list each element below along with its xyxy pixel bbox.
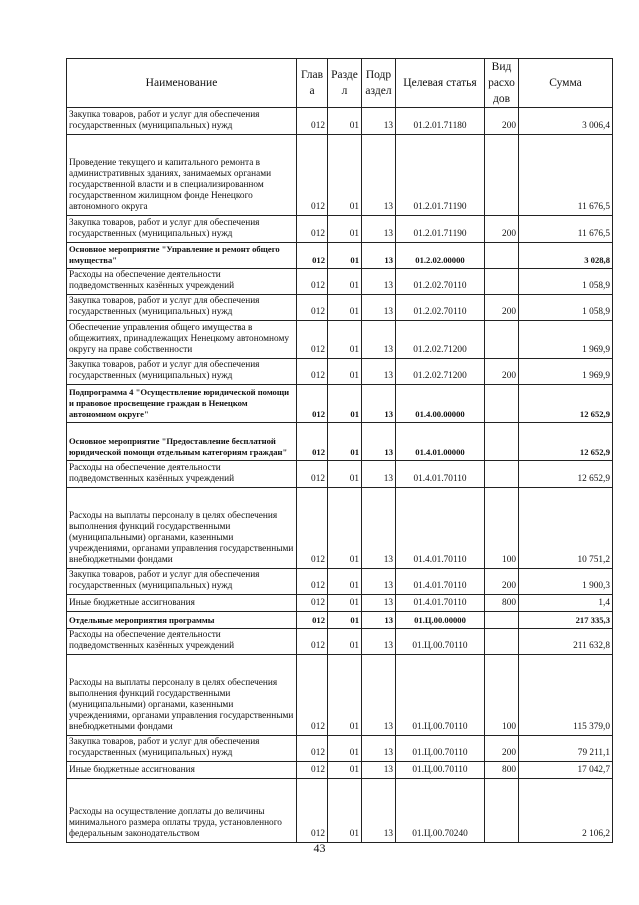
cell-target: 01.2.02.00000 xyxy=(396,243,485,269)
table-row xyxy=(67,655,613,736)
table-body xyxy=(67,108,613,843)
cell-sum: 1,4 xyxy=(519,595,613,612)
cell-vid: 800 xyxy=(485,762,519,779)
cell-vid xyxy=(485,269,519,295)
table-row xyxy=(67,612,613,629)
cell-vid xyxy=(485,779,519,843)
cell-name: Закупка товаров, работ и услуг для обеспечения государственных (муниципальных) нужд xyxy=(67,216,297,243)
cell-sum: 12 652,9 xyxy=(519,461,613,488)
cell-sum: 211 632,8 xyxy=(519,629,613,655)
cell-podrazdel: 13 xyxy=(362,779,396,843)
cell-name: Расходы на выплаты персоналу в целях обеспечения выполнения функций государственными (муниципальными) органами, казенными учреждениями, органами управления государственными внебюджетными фондами xyxy=(67,655,297,736)
table-row xyxy=(67,736,613,762)
cell-podrazdel: 13 xyxy=(362,488,396,569)
table-row xyxy=(67,569,613,595)
cell-glava: 012 xyxy=(297,461,328,488)
cell-podrazdel: 13 xyxy=(362,423,396,461)
cell-sum: 115 379,0 xyxy=(519,655,613,736)
cell-sum: 10 751,2 xyxy=(519,488,613,569)
cell-sum: 1 969,9 xyxy=(519,321,613,359)
cell-glava: 012 xyxy=(297,612,328,629)
cell-target: 01.Ц.00.70110 xyxy=(396,762,485,779)
cell-target: 01.2.02.71200 xyxy=(396,359,485,385)
cell-razdel: 01 xyxy=(328,779,362,843)
cell-name: Закупка товаров, работ и услуг для обеспечения государственных (муниципальных) нужд xyxy=(67,359,297,385)
cell-vid xyxy=(485,243,519,269)
table-row xyxy=(67,762,613,779)
cell-razdel: 01 xyxy=(328,385,362,423)
cell-razdel: 01 xyxy=(328,108,362,135)
table-row xyxy=(67,461,613,488)
table-row xyxy=(67,423,613,461)
cell-glava: 012 xyxy=(297,108,328,135)
cell-vid xyxy=(485,385,519,423)
cell-sum: 1 058,9 xyxy=(519,295,613,321)
cell-razdel: 01 xyxy=(328,569,362,595)
cell-vid: 200 xyxy=(485,359,519,385)
cell-podrazdel: 13 xyxy=(362,762,396,779)
cell-razdel: 01 xyxy=(328,736,362,762)
cell-target: 01.2.01.71190 xyxy=(396,216,485,243)
cell-podrazdel: 13 xyxy=(362,295,396,321)
table-header-row xyxy=(67,59,613,108)
cell-target: 01.Ц.00.00000 xyxy=(396,612,485,629)
cell-name: Основное мероприятие "Предоставление бесплатной юридической помощи отдельным категориям граждан" xyxy=(67,423,297,461)
cell-glava: 012 xyxy=(297,385,328,423)
cell-glava: 012 xyxy=(297,321,328,359)
page-number: 43 xyxy=(313,841,326,855)
cell-glava: 012 xyxy=(297,488,328,569)
cell-glava: 012 xyxy=(297,629,328,655)
cell-glava: 012 xyxy=(297,569,328,595)
cell-name: Обеспечение управления общего имущества в общежитиях, принадлежащих Ненецкому автономному округу на праве собственности xyxy=(67,321,297,359)
cell-sum: 1 058,9 xyxy=(519,269,613,295)
header-razdel: Разде л xyxy=(328,59,362,108)
header-vid: Вид расхо дов xyxy=(485,59,519,108)
cell-glava: 012 xyxy=(297,135,328,216)
cell-target: 01.4.01.70110 xyxy=(396,595,485,612)
cell-glava: 012 xyxy=(297,359,328,385)
cell-podrazdel: 13 xyxy=(362,321,396,359)
cell-razdel: 01 xyxy=(328,655,362,736)
cell-name: Основное мероприятие "Управление и ремонт общего имущества" xyxy=(67,243,297,269)
cell-vid: 100 xyxy=(485,655,519,736)
cell-name: Расходы на обеспечение деятельности подведомственных казённых учреждений xyxy=(67,629,297,655)
cell-name: Подпрограмма 4 "Осуществление юридической помощи и правовое просвещение граждан в Ненецком автономном округе" xyxy=(67,385,297,423)
cell-razdel: 01 xyxy=(328,629,362,655)
cell-target: 01.2.01.71190 xyxy=(396,135,485,216)
cell-vid: 200 xyxy=(485,216,519,243)
cell-razdel: 01 xyxy=(328,488,362,569)
cell-glava: 012 xyxy=(297,243,328,269)
cell-razdel: 01 xyxy=(328,321,362,359)
cell-vid xyxy=(485,461,519,488)
cell-glava: 012 xyxy=(297,423,328,461)
cell-target: 01.Ц.00.70110 xyxy=(396,655,485,736)
table-row xyxy=(67,595,613,612)
table-row xyxy=(67,321,613,359)
cell-name: Иные бюджетные ассигнования xyxy=(67,595,297,612)
cell-target: 01.4.01.70110 xyxy=(396,569,485,595)
cell-vid xyxy=(485,423,519,461)
cell-sum: 12 652,9 xyxy=(519,385,613,423)
cell-vid: 200 xyxy=(485,295,519,321)
cell-podrazdel: 13 xyxy=(362,569,396,595)
cell-name: Расходы на выплаты персоналу в целях обеспечения выполнения функций государственными (муниципальными) органами, казенными учреждениями, органами управления государственными внебюджетными фондами xyxy=(67,488,297,569)
cell-target: 01.2.01.71180 xyxy=(396,108,485,135)
cell-target: 01.4.01.70110 xyxy=(396,488,485,569)
cell-razdel: 01 xyxy=(328,216,362,243)
cell-name: Расходы на обеспечение деятельности подведомственных казённых учреждений xyxy=(67,461,297,488)
cell-podrazdel: 13 xyxy=(362,135,396,216)
table-row xyxy=(67,135,613,216)
cell-podrazdel: 13 xyxy=(362,359,396,385)
cell-podrazdel: 13 xyxy=(362,595,396,612)
header-target: Целевая статья xyxy=(396,59,485,108)
cell-name: Закупка товаров, работ и услуг для обеспечения государственных (муниципальных) нужд xyxy=(67,569,297,595)
cell-sum: 12 652,9 xyxy=(519,423,613,461)
cell-razdel: 01 xyxy=(328,612,362,629)
cell-sum: 1 900,3 xyxy=(519,569,613,595)
cell-vid: 100 xyxy=(485,488,519,569)
cell-razdel: 01 xyxy=(328,595,362,612)
cell-vid: 200 xyxy=(485,736,519,762)
cell-sum: 11 676,5 xyxy=(519,135,613,216)
cell-vid xyxy=(485,612,519,629)
table-row xyxy=(67,779,613,843)
cell-glava: 012 xyxy=(297,762,328,779)
cell-razdel: 01 xyxy=(328,762,362,779)
cell-target: 01.4.01.00000 xyxy=(396,423,485,461)
cell-name: Закупка товаров, работ и услуг для обеспечения государственных (муниципальных) нужд xyxy=(67,108,297,135)
table-row xyxy=(67,243,613,269)
cell-target: 01.Ц.00.70110 xyxy=(396,736,485,762)
cell-podrazdel: 13 xyxy=(362,216,396,243)
cell-sum: 3 028,8 xyxy=(519,243,613,269)
budget-table xyxy=(66,58,613,843)
cell-sum: 217 335,3 xyxy=(519,612,613,629)
cell-podrazdel: 13 xyxy=(362,736,396,762)
table-row xyxy=(67,216,613,243)
cell-razdel: 01 xyxy=(328,461,362,488)
cell-target: 01.4.01.70110 xyxy=(396,461,485,488)
cell-sum: 2 106,2 xyxy=(519,779,613,843)
header-name: Наименование xyxy=(67,59,297,108)
cell-razdel: 01 xyxy=(328,135,362,216)
table-row xyxy=(67,359,613,385)
cell-name: Проведение текущего и капитального ремонта в административных зданиях, занимаемых органами государственной власти и в специализированном государственном жилищном фонде Ненецкого автономного округа xyxy=(67,135,297,216)
table-row xyxy=(67,385,613,423)
cell-target: 01.Ц.00.70240 xyxy=(396,779,485,843)
table-row xyxy=(67,108,613,135)
cell-razdel: 01 xyxy=(328,295,362,321)
table-row xyxy=(67,488,613,569)
cell-target: 01.4.00.00000 xyxy=(396,385,485,423)
cell-glava: 012 xyxy=(297,595,328,612)
header-glava: Глав а xyxy=(297,59,328,108)
cell-name: Закупка товаров, работ и услуг для обеспечения государственных (муниципальных) нужд xyxy=(67,736,297,762)
cell-vid: 200 xyxy=(485,569,519,595)
cell-podrazdel: 13 xyxy=(362,629,396,655)
cell-sum: 79 211,1 xyxy=(519,736,613,762)
cell-glava: 012 xyxy=(297,655,328,736)
cell-vid xyxy=(485,629,519,655)
cell-razdel: 01 xyxy=(328,359,362,385)
cell-podrazdel: 13 xyxy=(362,385,396,423)
cell-sum: 11 676,5 xyxy=(519,216,613,243)
cell-sum: 17 042,7 xyxy=(519,762,613,779)
header-podrazdel: Подр аздел xyxy=(362,59,396,108)
cell-name: Расходы на обеспечение деятельности подведомственных казённых учреждений xyxy=(67,269,297,295)
table-row xyxy=(67,269,613,295)
table-row xyxy=(67,629,613,655)
cell-name: Расходы на осуществление доплаты до величины минимального размера оплаты труда, установленного федеральным законодательством xyxy=(67,779,297,843)
cell-razdel: 01 xyxy=(328,423,362,461)
cell-podrazdel: 13 xyxy=(362,269,396,295)
cell-name: Закупка товаров, работ и услуг для обеспечения государственных (муниципальных) нужд xyxy=(67,295,297,321)
cell-name: Иные бюджетные ассигнования xyxy=(67,762,297,779)
cell-target: 01.Ц.00.70110 xyxy=(396,629,485,655)
cell-sum: 3 006,4 xyxy=(519,108,613,135)
cell-target: 01.2.02.70110 xyxy=(396,269,485,295)
cell-target: 01.2.02.70110 xyxy=(396,295,485,321)
cell-podrazdel: 13 xyxy=(362,243,396,269)
cell-target: 01.2.02.71200 xyxy=(396,321,485,359)
cell-vid: 800 xyxy=(485,595,519,612)
cell-podrazdel: 13 xyxy=(362,461,396,488)
cell-podrazdel: 13 xyxy=(362,612,396,629)
cell-glava: 012 xyxy=(297,216,328,243)
cell-razdel: 01 xyxy=(328,243,362,269)
cell-name: Отдельные мероприятия программы xyxy=(67,612,297,629)
cell-podrazdel: 13 xyxy=(362,655,396,736)
cell-vid xyxy=(485,321,519,359)
cell-vid: 200 xyxy=(485,108,519,135)
cell-glava: 012 xyxy=(297,736,328,762)
cell-sum: 1 969,9 xyxy=(519,359,613,385)
cell-razdel: 01 xyxy=(328,269,362,295)
cell-vid xyxy=(485,135,519,216)
cell-glava: 012 xyxy=(297,269,328,295)
cell-podrazdel: 13 xyxy=(362,108,396,135)
table-row xyxy=(67,295,613,321)
cell-glava: 012 xyxy=(297,779,328,843)
header-sum: Сумма xyxy=(519,59,613,108)
cell-glava: 012 xyxy=(297,295,328,321)
